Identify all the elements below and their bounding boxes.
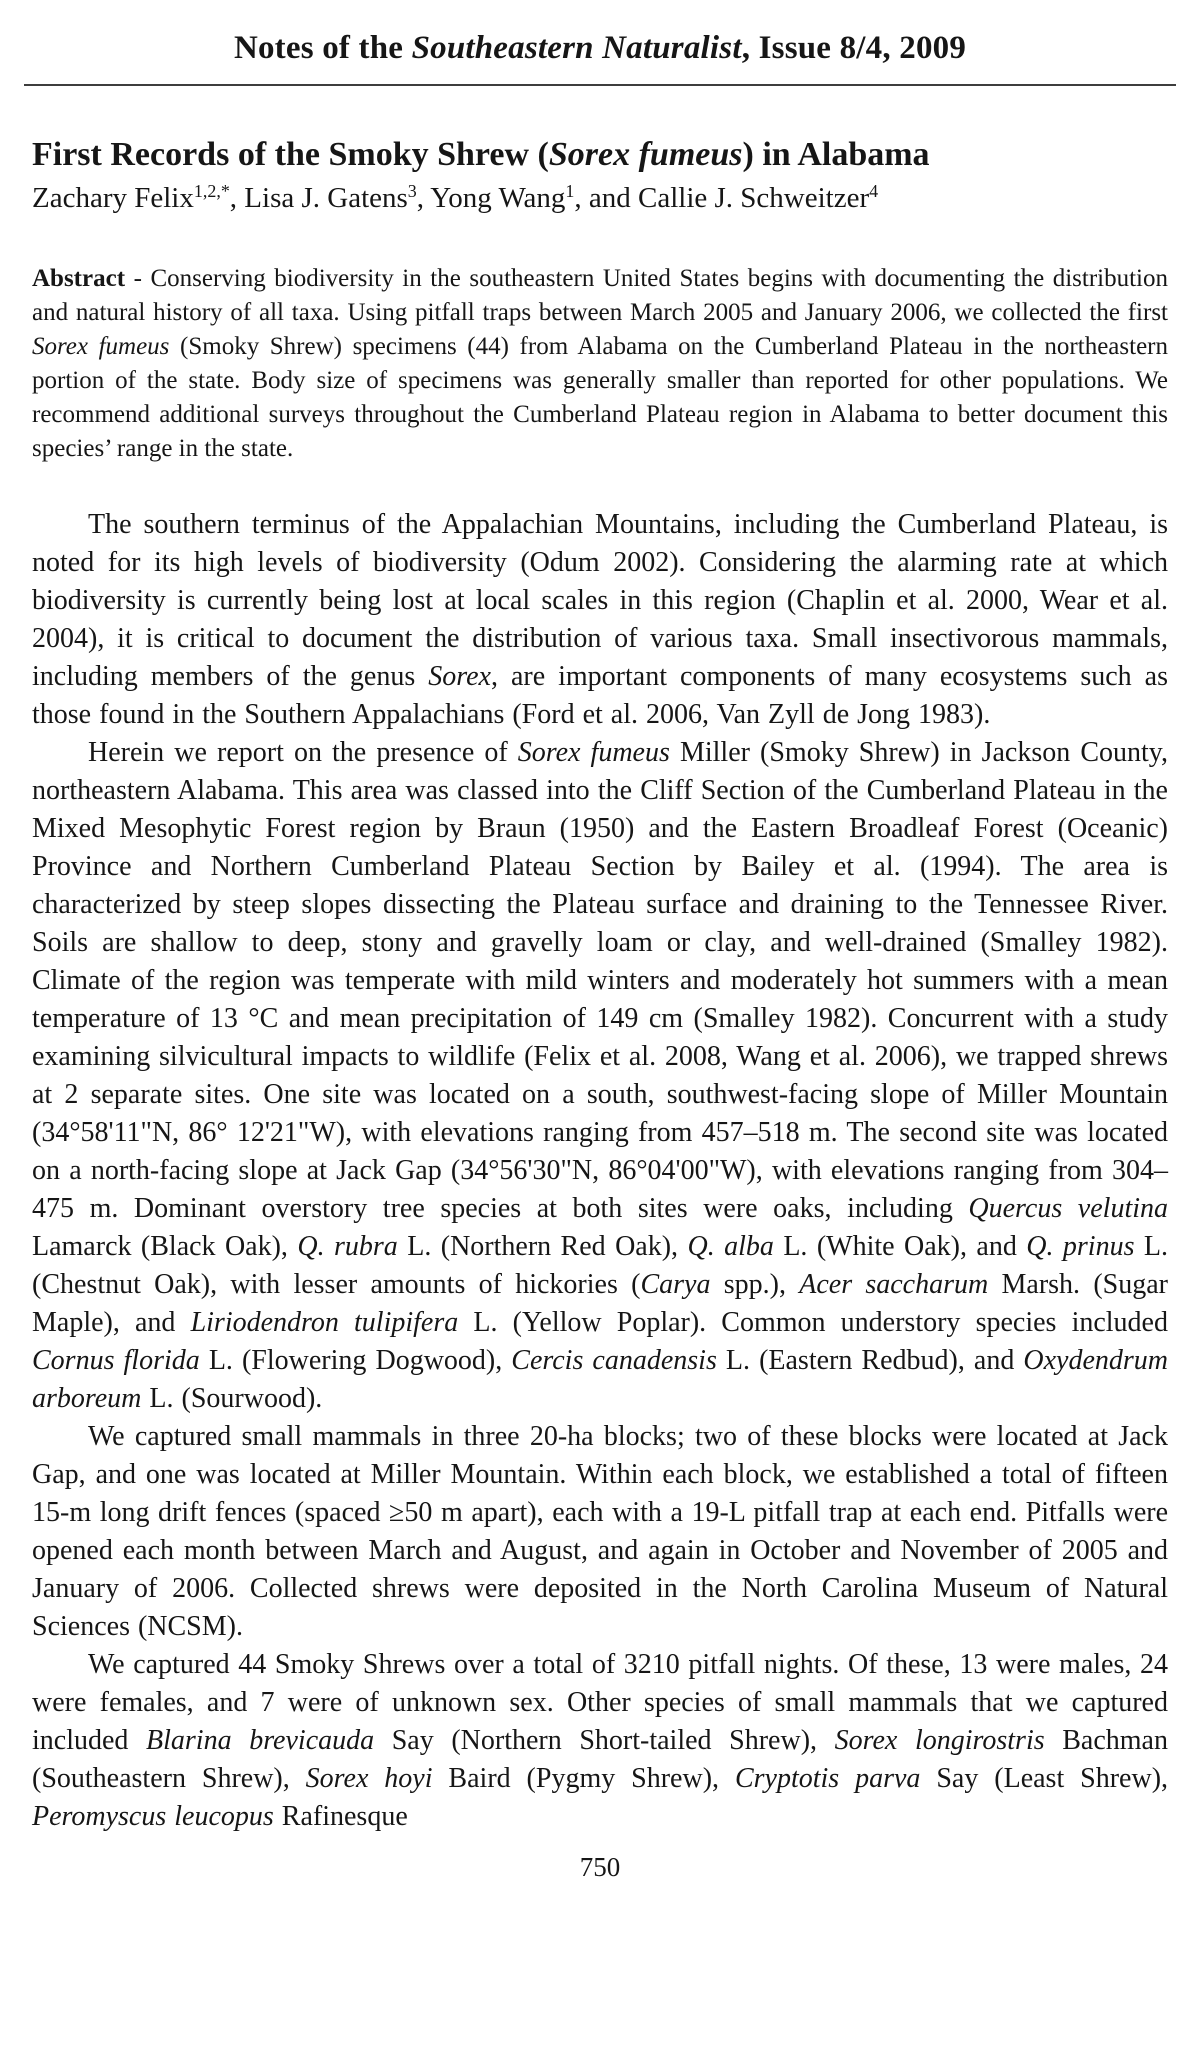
text-run: First Records of the Smoky Shrew ( [32, 136, 549, 173]
text-run: - Conserving biodiversity in the southeastern United States begins with documenting the distribution and natural history of all taxa. Using pitfall traps between March 2005 and January 2006, we collected the first [32, 265, 1168, 326]
text-run: Abstract [32, 265, 126, 292]
paragraph [32, 734, 1168, 1418]
text-run: Lamarck (Black Oak), [32, 1231, 298, 1262]
text-run: Cercis canadensis [511, 1345, 717, 1376]
text-run: Oxydendrum arboreum [32, 1345, 1169, 1414]
text-run: Notes of the [233, 30, 412, 66]
text-run: Rafinesque [273, 1801, 408, 1832]
paragraph [32, 1646, 1168, 1836]
text-run: Marsh. (Sugar Maple), and [32, 1269, 1168, 1338]
text-run: Carya [640, 1269, 711, 1300]
text-run: Sorex hoyi [305, 1763, 433, 1794]
text-run: Bachman (Southeastern Shrew), [32, 1725, 1168, 1794]
text-run: , Issue 8/4, 2009 [741, 30, 967, 66]
paragraph [32, 506, 1168, 734]
text-run: L. (Flowering Dogwood), [199, 1345, 512, 1376]
abstract-paragraph [32, 262, 1168, 466]
text-run: Acer saccharum [799, 1269, 989, 1300]
text-run: Q. alba [687, 1231, 774, 1262]
text-run: Blarina brevicauda [146, 1725, 375, 1756]
text-run: Say (Northern Short-tailed Shrew), [374, 1725, 835, 1756]
text-run: Say (Least Shrew), [920, 1763, 1169, 1794]
author-line [32, 180, 1168, 216]
text-run: , Lisa J. Gatens [229, 182, 408, 214]
text-run: L. (Northern Red Oak), [397, 1231, 688, 1262]
affiliation-superscript: 3 [407, 181, 417, 202]
text-run: L. (Eastern Redbud), and [716, 1345, 1024, 1376]
affiliation-superscript: 1,2,* [193, 181, 230, 202]
page-number: 750 [579, 1852, 621, 1882]
text-run: We captured small mammals in three 20-ha blocks; two of these blocks were located at Jack Gap, and one was located at Miller Mountain. Within each block, we established a total of fifteen 15-m long drift fences (spaced ≥50 m apart), each with a 19-L pitfall trap at each end. Pitfalls were opened each month between March and August, and again in October and November of 2005 and January of 2006. Collected shrews were deposited in the North Carolina Museum of Natural Sciences (NCSM). [32, 1421, 1168, 1642]
text-run: L. (Yellow Poplar). Common understory species included [458, 1307, 1168, 1338]
text-run: L. (Sourwood). [141, 1383, 323, 1414]
text-run: Sorex fumeus [517, 737, 670, 768]
text-run: Q. rubra [297, 1231, 398, 1262]
affiliation-superscript: 1 [565, 181, 575, 202]
text-run: , and Callie J. Schweitzer [574, 182, 870, 214]
text-run: Sorex longirostris [834, 1725, 1045, 1756]
text-run: L. (White Oak), and [773, 1231, 1027, 1262]
text-run: Liriodendron tulipifera [190, 1307, 459, 1338]
text-run: We captured 44 Smoky Shrews over a total of 3210 pitfall nights. Of these, 13 were males, 24 were females, and 7 were of unknown sex. Other species of small mammals that we captured included [32, 1649, 1168, 1756]
journal-header-title [32, 28, 1168, 68]
text-run: (Smoky Shrew) specimens (44) from Alabama on the Cumberland Plateau in the northeastern portion of the state. Body size of specimens was generally smaller than reported for other populations. We recommend additional surveys throughout the Cumberland Plateau region in Alabama to better document this species’ range in the state. [32, 333, 1168, 462]
text-run: Quercus velutina [968, 1193, 1168, 1224]
text-run: Cornus florida [32, 1345, 200, 1376]
text-run: spp.), [710, 1269, 800, 1300]
text-run: Zachary Felix [32, 182, 194, 214]
paragraph [32, 1418, 1168, 1646]
page-header [32, 28, 1168, 86]
article-title [32, 134, 1168, 176]
text-run: L. (Chestnut Oak), with lesser amounts of hickories ( [32, 1231, 1168, 1300]
text-run: Baird (Pygmy Shrew), [432, 1763, 735, 1794]
text-run: Q. prinus [1026, 1231, 1135, 1262]
text-run: , are important components of many ecosystems such as those found in the Southern Appalachians (Ford et al. 2006, Van Zyll de Jong 1983). [32, 661, 1168, 730]
text-run: Peromyscus leucopus [32, 1801, 274, 1832]
text-run: Cryptotis parva [734, 1763, 921, 1794]
text-run: Herein we report on the presence of [88, 737, 518, 768]
article-body [32, 506, 1168, 1836]
text-run: ) in Alabama [742, 136, 930, 173]
text-run: Southeastern Naturalist [411, 30, 742, 66]
text-run: The southern terminus of the Appalachian Mountains, including the Cumberland Plateau, is noted for its high levels of biodiversity (Odum 2002). Considering the alarming rate at which biodiversity is currently being lost at local scales in this region (Chaplin et al. 2000, Wear et al. 2004), it is critical to document the distribution of various taxa. Small insectivorous mammals, including members of the genus [32, 509, 1168, 692]
text-run: Miller (Smoky Shrew) in Jackson County, northeastern Alabama. This area was classed into the Cliff Section of the Cumberland Plateau in the Mixed Mesophytic Forest region by Braun (1950) and the Eastern Broadleaf Forest (Oceanic) Province and Northern Cumberland Plateau Section by Bailey et al. (1994). The area is characterized by steep slopes dissecting the Plateau surface and draining to the Tennessee River. Soils are shallow to deep, stony and gravelly loam or clay, and well-drained (Smalley 1982). Climate of the region was temperate with mild winters and moderately hot summers with a mean temperature of 13 °C and mean precipitation of 149 cm (Smalley 1982). Concurrent with a study examining silvicultural impacts to wildlife (Felix et al. 2008, Wang et al. 2006), we trapped shrews at 2 separate sites. One site was located on a south, southwest-facing slope of Miller Mountain (34°58'11"N, 86° 12'21"W), with elevations ranging from 457–518 m. The second site was located on a north-facing slope at Jack Gap (34°56'30"N, 86°04'00"W), with elevations ranging from 304–475 m. Dominant overstory tree species at both sites were oaks, including [32, 737, 1168, 1224]
text-run: , Yong Wang [416, 182, 566, 214]
text-run: Sorex fumeus [548, 136, 743, 173]
affiliation-superscript: 4 [869, 181, 879, 202]
text-run: Sorex fumeus [32, 333, 170, 360]
header-divider [24, 84, 1176, 86]
text-run: Sorex [428, 661, 491, 692]
